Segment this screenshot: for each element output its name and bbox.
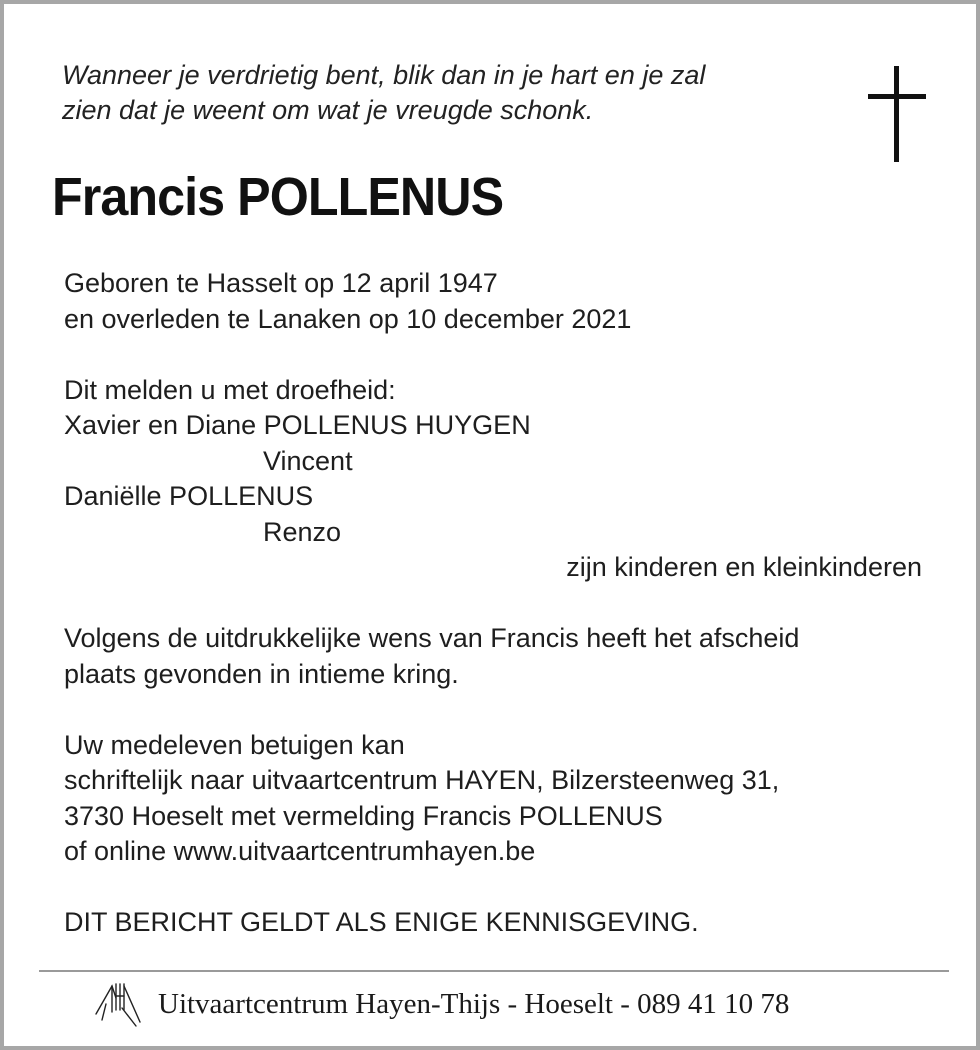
family-grandchild: Vincent bbox=[263, 445, 353, 476]
deceased-name: Francis POLLENUS bbox=[52, 167, 504, 227]
funeral-home-logo bbox=[92, 976, 146, 1032]
death-line: en overleden te Lanaken op 10 december 2021 bbox=[64, 303, 632, 334]
family-grandchild: Renzo bbox=[263, 516, 342, 547]
footer-divider bbox=[39, 970, 949, 972]
family-child: Xavier en Diane POLLENUS HUYGEN bbox=[64, 410, 531, 440]
condolence-website: of online www.uitvaartcentrumhayen.be bbox=[64, 836, 536, 866]
family-relation: zijn kinderen en kleinkinderen bbox=[566, 552, 922, 582]
birth-line: Geboren te Hasselt op 12 april 1947 bbox=[64, 268, 498, 298]
condolence-line: 3730 Hoeselt met vermelding Francis POLLENUS bbox=[64, 800, 663, 831]
funeral-home-footer bbox=[92, 976, 912, 1036]
family-intro: Dit melden u met droefheid: bbox=[64, 374, 396, 405]
condolence-line: schriftelijk naar uitvaartcentrum HAYEN, Bilzersteenweg 31, bbox=[64, 765, 780, 795]
farewell-line: plaats gevonden in intieme kring. bbox=[64, 658, 459, 689]
family-child: Daniëlle POLLENUS bbox=[64, 481, 314, 511]
notice-line: DIT BERICHT GELDT ALS ENIGE KENNISGEVING. bbox=[64, 907, 699, 937]
obituary-body bbox=[64, 266, 934, 941]
cross-icon bbox=[868, 66, 926, 164]
quote-line: Wanneer je verdrietig bent, blik dan in je hart en je zal bbox=[62, 60, 706, 90]
footer-text: Uitvaartcentrum Hayen-Thijs - Hoeselt - 089 41 10 78 bbox=[158, 988, 790, 1020]
farewell-line: Volgens de uitdrukkelijke wens van Francis heeft het afscheid bbox=[64, 623, 800, 653]
quote-line: zien dat je weent om wat je vreugde schonk. bbox=[62, 95, 594, 125]
memorial-quote bbox=[62, 58, 705, 128]
condolence-line: Uw medeleven betuigen kan bbox=[64, 729, 405, 760]
